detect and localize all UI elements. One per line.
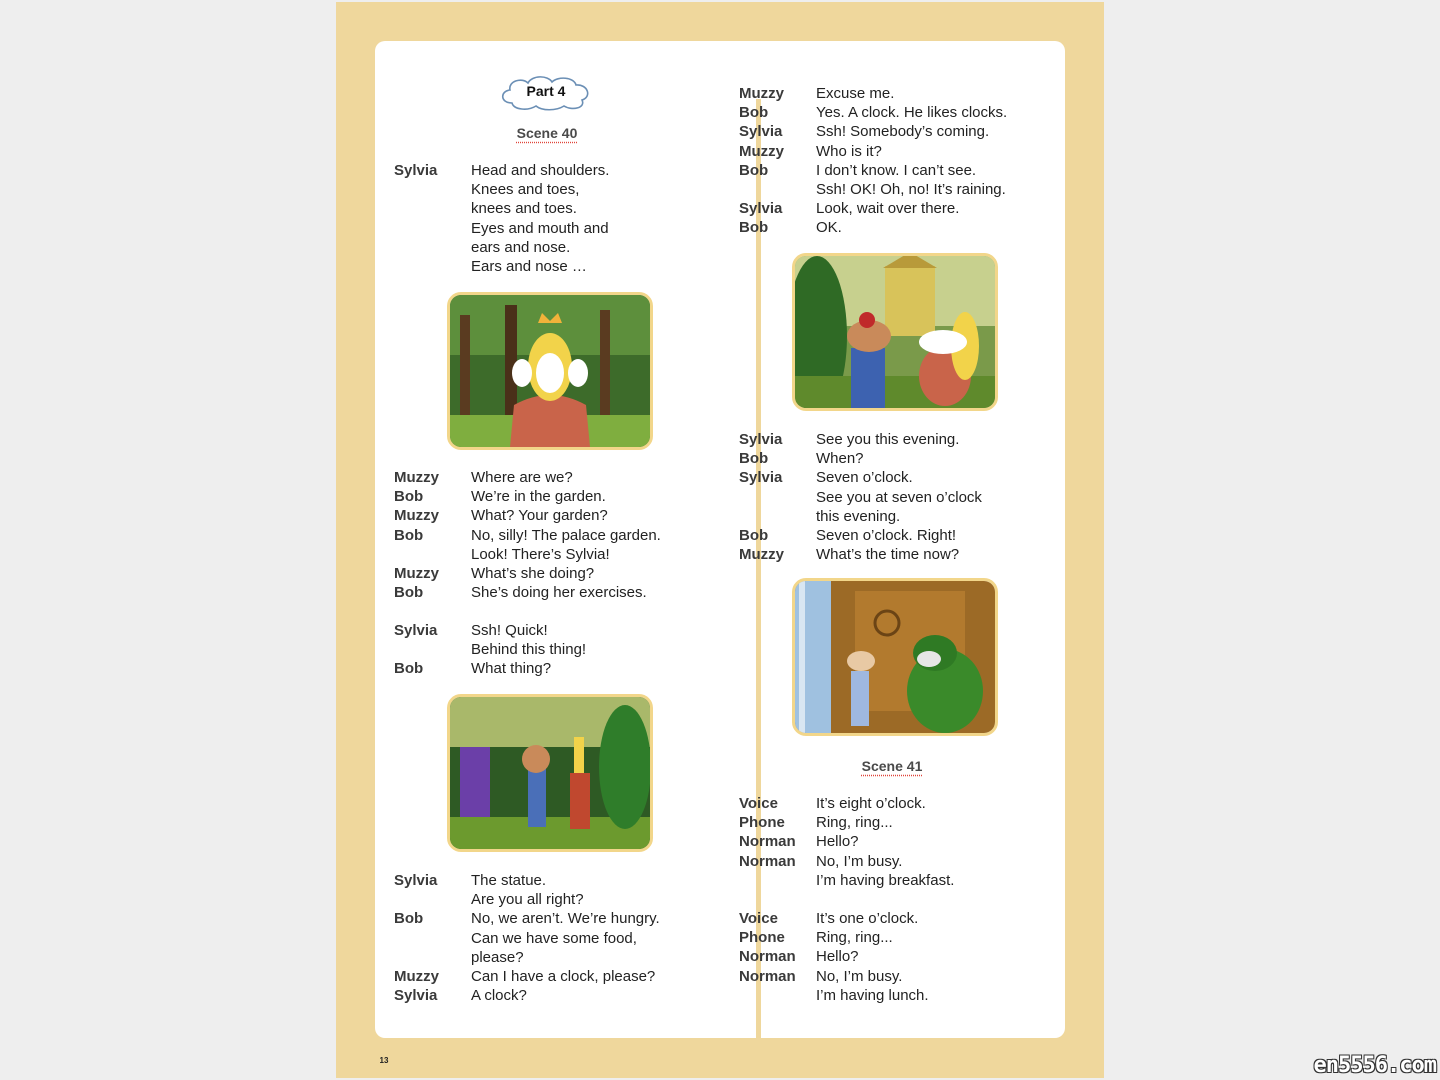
speaker-name: Sylvia (739, 200, 783, 218)
speaker-name: Bob (739, 526, 769, 544)
speaker-name: Sylvia (739, 431, 783, 448)
dialogue-text: this evening. (816, 507, 901, 525)
dialogue-text: Ssh! Quick! (471, 622, 548, 639)
speaker-name: Sylvia (739, 123, 783, 141)
cartoon-image-sylvia-exercise (447, 292, 653, 450)
speaker-name: Norman (739, 833, 796, 851)
speaker-name: Sylvia (394, 872, 438, 889)
speaker-name: Bob (739, 219, 769, 237)
dialogue-text: Where are we? (471, 469, 573, 486)
dialogue-text: Seven o’clock. Right! (816, 526, 957, 544)
speaker-name: Muzzy (394, 564, 439, 582)
speaker-name: Norman (739, 948, 796, 966)
content-card (375, 41, 1065, 1038)
dialogue-text: ears and nose. (471, 238, 571, 256)
scene-40-heading: Scene 40 (516, 125, 578, 141)
speaker-name: Muzzy (739, 546, 784, 564)
speaker-name: Bob (739, 450, 769, 468)
cartoon-image-norman-door (792, 578, 998, 736)
dialogue-text: It’s one o’clock. (816, 910, 919, 927)
dialogue-text: please? (471, 948, 524, 966)
speaker-name: Norman (739, 967, 796, 985)
speaker-name: Norman (739, 852, 796, 870)
speaker-name: Bob (394, 660, 424, 678)
dialogue-text: Can we have some food, (471, 929, 637, 947)
dialogue-text: knees and toes. (471, 200, 577, 218)
speaker-name: Muzzy (739, 142, 784, 160)
speaker-name: Sylvia (739, 469, 783, 487)
dialogue-text: Who is it? (816, 142, 882, 160)
dialogue-text: No, we aren’t. We’re hungry. (471, 910, 660, 928)
dialogue-text: Look, wait over there. (816, 200, 960, 218)
dialogue-text: No, I’m busy. (816, 852, 903, 870)
speaker-name: Sylvia (394, 162, 438, 179)
dialogue-text: OK. (816, 219, 842, 237)
dialogue-text: I’m having breakfast. (816, 871, 955, 889)
page-number: 13 (379, 1056, 389, 1065)
speaker-name: Sylvia (394, 622, 438, 639)
speaker-name: Muzzy (739, 85, 784, 102)
dialogue-text: Ssh! OK! Oh, no! It’s raining. (816, 180, 1006, 198)
dialogue-text: Ring, ring... (816, 814, 893, 832)
dialogue-text: Hello? (816, 948, 859, 966)
speaker-name: Voice (739, 795, 778, 812)
speaker-name: Bob (739, 104, 769, 122)
speaker-name: Voice (739, 910, 778, 927)
dialogue-text: What? Your garden? (471, 507, 608, 525)
speaker-name: Phone (739, 814, 785, 832)
dialogue-text: What’s she doing? (471, 564, 595, 582)
scene-41-heading: Scene 41 (861, 758, 923, 774)
dialogue-text: Can I have a clock, please? (471, 967, 656, 985)
dialogue-text: Ssh! Somebody’s coming. (816, 123, 990, 141)
dialogue-text: See you at seven o’clock (816, 488, 982, 506)
speaker-name: Sylvia (394, 987, 438, 1005)
speaker-name: Muzzy (394, 507, 439, 525)
dialogue-text: Eyes and mouth and (471, 219, 609, 237)
dialogue-text: What’s the time now? (816, 546, 960, 564)
part-label: Part 4 (526, 83, 566, 99)
cartoon-image-statue (447, 694, 653, 852)
dialogue-text: Ears and nose … (471, 257, 587, 275)
dialogue-text: We’re in the garden. (471, 488, 606, 506)
speaker-name: Bob (394, 526, 424, 544)
dialogue-text: No, I’m busy. (816, 967, 903, 985)
speaker-name: Phone (739, 929, 785, 947)
speaker-name: Bob (739, 161, 769, 179)
dialogue-text: Head and shoulders. (471, 162, 610, 179)
speaker-name: Bob (394, 910, 424, 928)
speaker-name: Bob (394, 584, 424, 602)
cartoon-image-bob-sylvia (792, 253, 998, 411)
book-page (336, 2, 1104, 1078)
speaker-name: Bob (394, 488, 424, 506)
dialogue-text: Look! There’s Sylvia! (471, 545, 610, 563)
dialogue-text: Seven o’clock. (816, 469, 913, 487)
dialogue-text: A clock? (471, 987, 527, 1005)
dialogue-text: Knees and toes, (471, 181, 580, 199)
dialogue-text: Excuse me. (816, 85, 895, 102)
dialogue-text: I’m having lunch. (816, 986, 929, 1004)
dialogue-text: What thing? (471, 660, 552, 678)
dialogue-text: No, silly! The palace garden. (471, 526, 661, 544)
speaker-name: Muzzy (394, 469, 439, 486)
speaker-name: Muzzy (394, 967, 439, 985)
dialogue-text: Yes. A clock. He likes clocks. (816, 104, 1008, 122)
dialogue-text: It’s eight o’clock. (816, 795, 926, 812)
dialogue-text: She’s doing her exercises. (471, 584, 647, 602)
dialogue-text: Hello? (816, 833, 859, 851)
site-watermark: en5556.com (1313, 1053, 1436, 1078)
dialogue-text: See you this evening. (816, 431, 960, 448)
dialogue-text: The statue. (471, 872, 547, 889)
dialogue-text: Behind this thing! (471, 641, 587, 659)
dialogue-text: When? (816, 450, 864, 468)
dialogue-text: I don’t know. I can’t see. (816, 161, 977, 179)
dialogue-text: Are you all right? (471, 891, 584, 909)
dialogue-text: Ring, ring... (816, 929, 893, 947)
